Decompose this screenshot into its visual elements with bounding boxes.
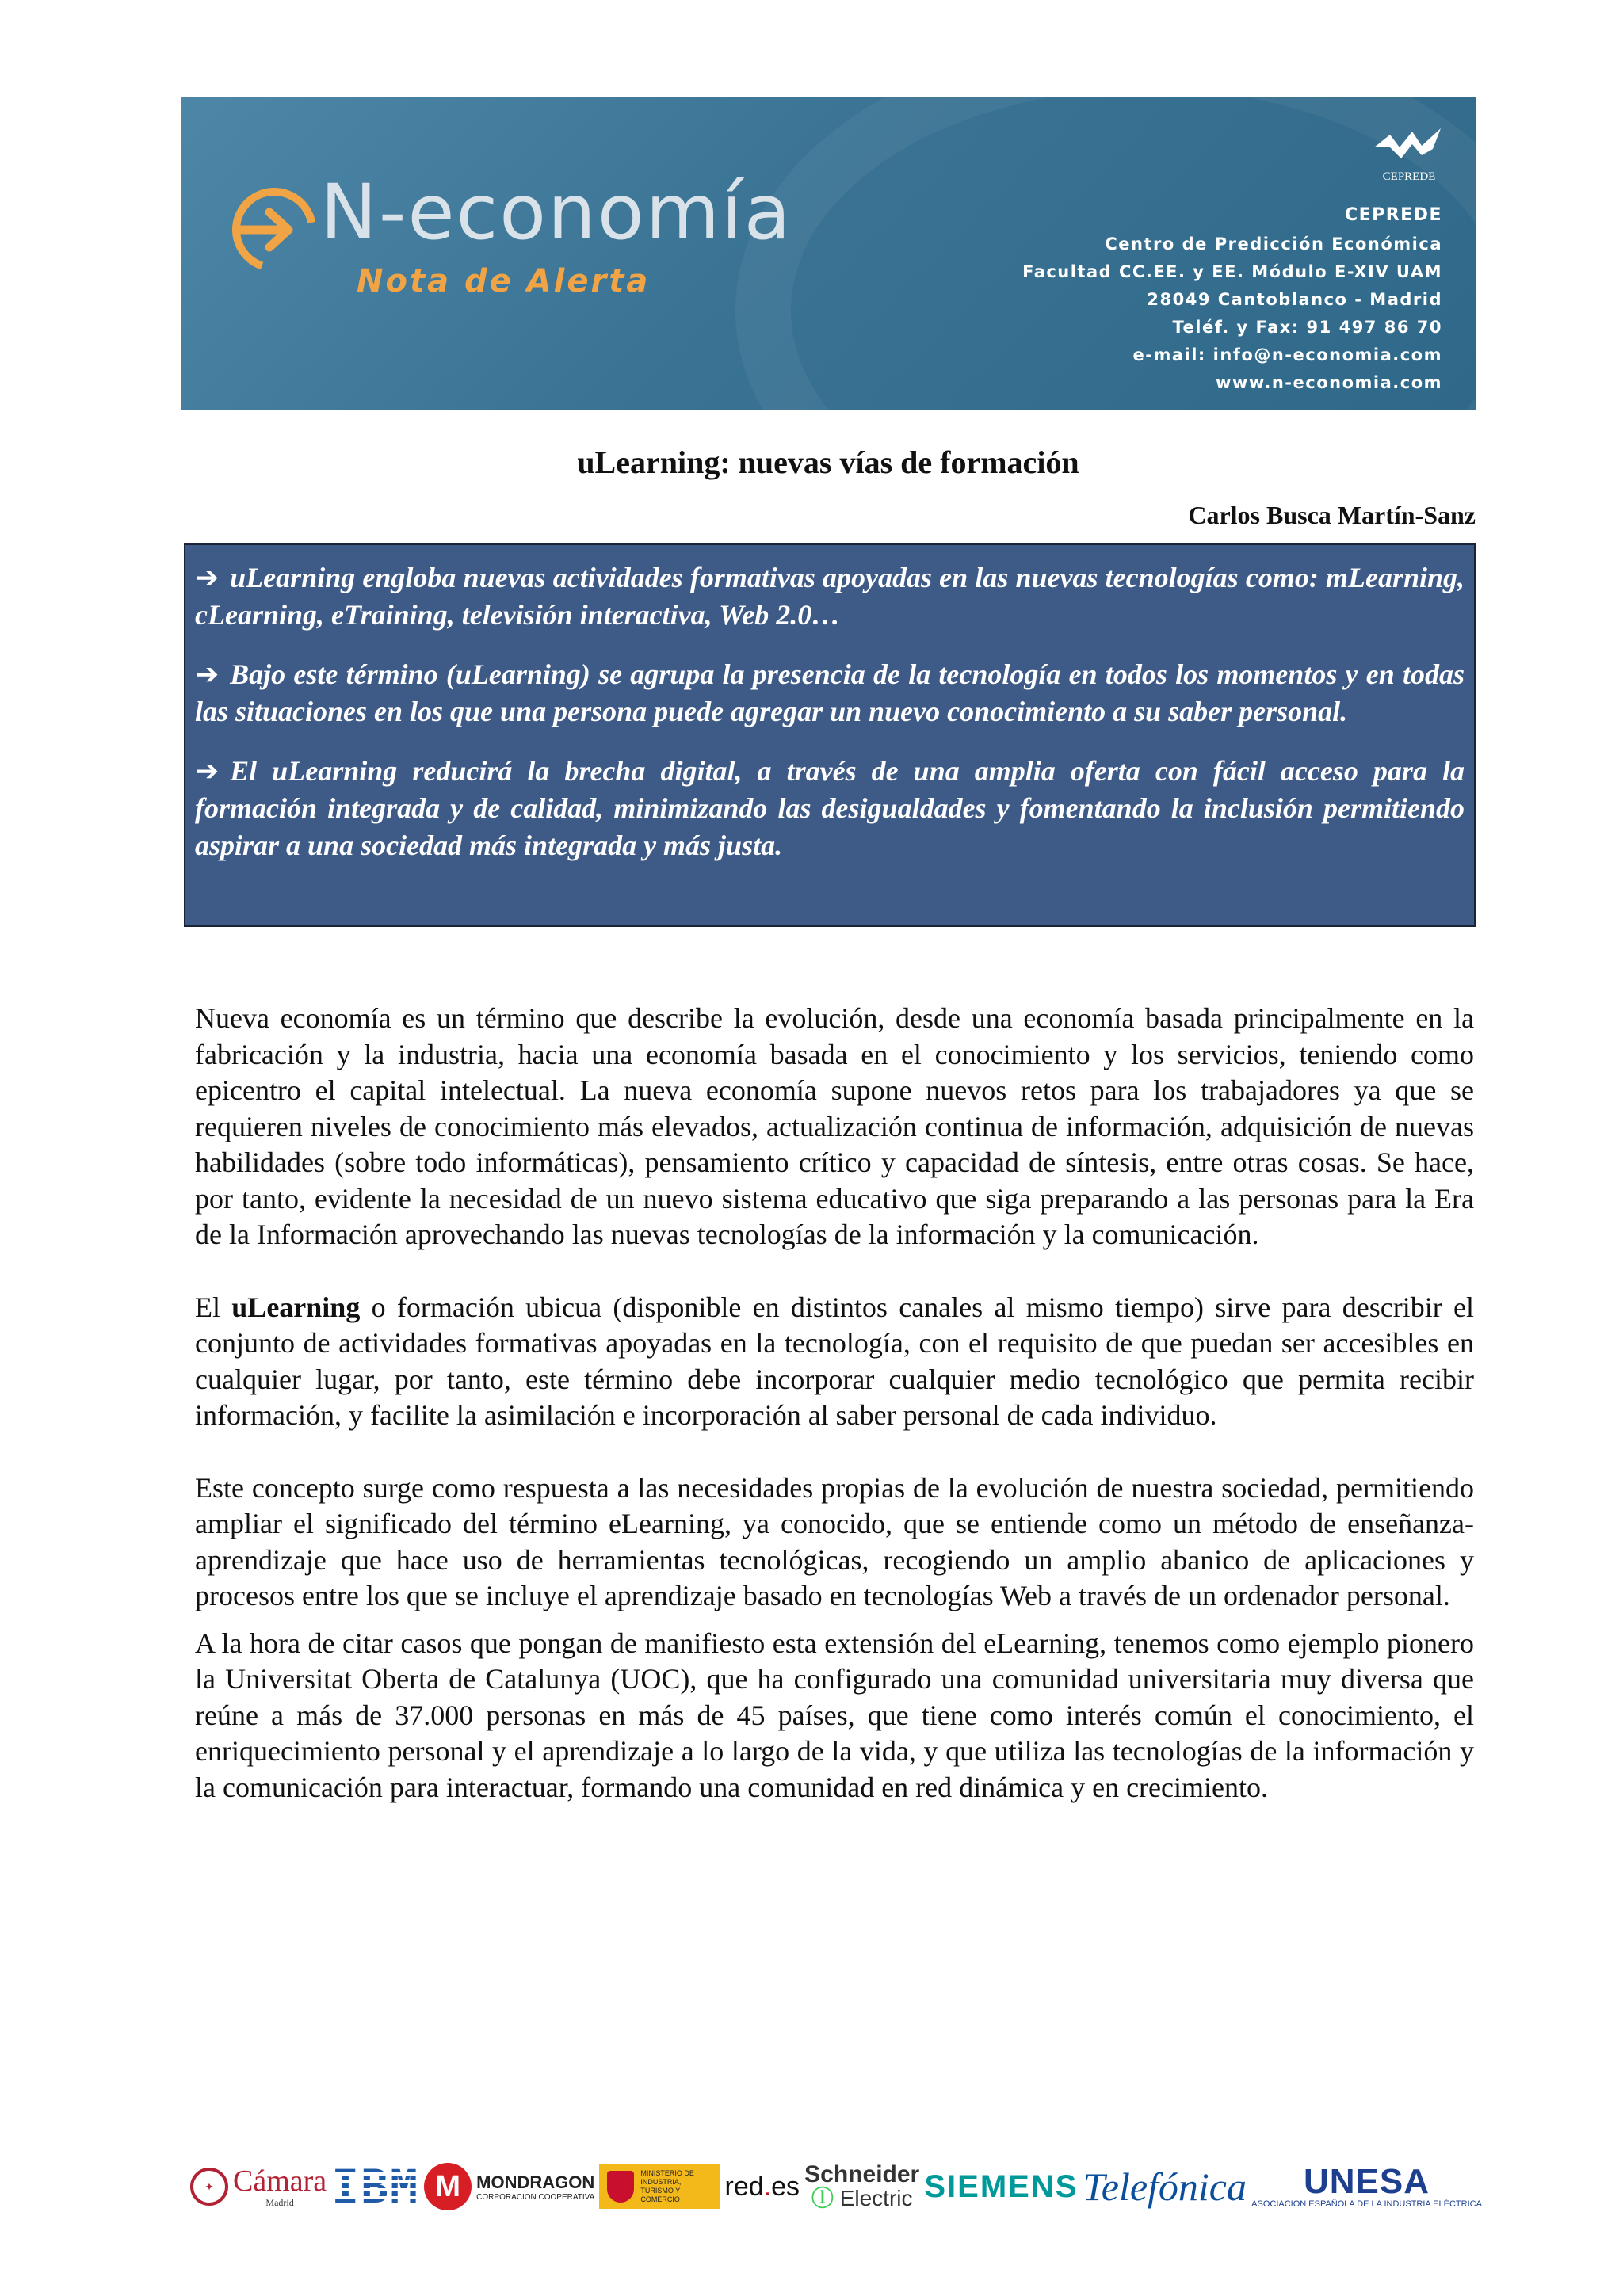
highlight-text: El uLearning reducirá la brecha digital, a través de una amplia oferta con fácil acceso para la formación integrada y de calidad, minimizando las desigualdades y fomentando la inclusión permitiendo aspirar a una sociedad más integrada y más justa. bbox=[195, 755, 1465, 861]
contact-website: www.n-economia.com bbox=[1216, 373, 1442, 392]
redes-b: es bbox=[771, 2171, 800, 2202]
redes-dot: . bbox=[763, 2171, 772, 2202]
unesa-logo bbox=[1251, 2164, 1482, 2209]
contact-org: CEPREDE bbox=[1344, 205, 1442, 225]
seal-label: CEPREDE bbox=[1382, 170, 1436, 183]
body-paragraph bbox=[195, 1290, 1474, 1434]
coat-of-arms-icon bbox=[607, 2171, 634, 2203]
contact-phone: Teléf. y Fax: 91 497 86 70 bbox=[1172, 318, 1442, 337]
logo-subtitle: Nota de Alerta bbox=[357, 263, 651, 299]
camara-city: Madrid bbox=[265, 2196, 294, 2208]
ibm-logo: IBM bbox=[331, 2160, 420, 2214]
arrow-right-icon: ➔ bbox=[195, 658, 220, 691]
ceprede-logo-icon bbox=[1369, 124, 1449, 165]
schneider-sub bbox=[812, 2187, 913, 2210]
red-es-logo bbox=[725, 2172, 800, 2203]
highlight-item bbox=[195, 753, 1465, 864]
contact-line: Centro de Predicción Económica bbox=[1105, 235, 1442, 254]
header-banner bbox=[181, 97, 1476, 410]
camara-wordmark bbox=[233, 2165, 327, 2209]
mondragon-logo bbox=[424, 2163, 594, 2210]
camara-name: Cámara bbox=[233, 2164, 327, 2198]
ministerio-name: MINISTERIO DE INDUSTRIA, TURISMO Y COMERCIO bbox=[640, 2169, 694, 2203]
n-economia-logo-icon bbox=[230, 185, 319, 274]
body-paragraph: Nueva economía es un término que describe la evolución, desde una economía basada principalmente en la fabricación y la industria, hacia una economía basada en el conocimiento y los servicios, teniendo como epicentro el capital intelectual. La nueva economía supone nuevos retos para los trabajadores ya que se requieren niveles de conocimiento más elevados, actualización continua de información, adquisición de nuevas habilidades (sobre todo informáticas), pensamiento crítico y capacidad de síntesis, entre otras cosas. Se hace, por tanto, evidente la necesidad de un nuevo sistema educativo que siga preparando a las personas para la Era de la Información aprovechando las nuevas tecnologías de la información y la comunicación. bbox=[195, 1002, 1474, 1250]
siemens-logo: SIEMENS bbox=[924, 2168, 1079, 2204]
contact-line: 28049 Cantoblanco - Madrid bbox=[1147, 290, 1442, 309]
contact-block bbox=[1022, 201, 1442, 397]
unesa-sub: ASOCIACIÓN ESPAÑOLA DE LA INDUSTRIA ELÉCTRICA bbox=[1251, 2199, 1482, 2209]
camara-madrid-logo bbox=[190, 2165, 327, 2209]
arrow-right-icon: ➔ bbox=[195, 562, 220, 594]
highlight-text: uLearning engloba nuevas actividades formativas apoyadas en las nuevas tecnologías como: mLearning, cLearning, eTraining, televisión interactiva, Web 2.0… bbox=[195, 562, 1465, 631]
document-title: uLearning: nuevas vías de formación bbox=[577, 444, 1079, 480]
term-ulearning: uLearning bbox=[231, 1291, 361, 1323]
mondragon-mark-icon: M bbox=[424, 2163, 472, 2210]
contact-line: Facultad CC.EE. y EE. Módulo E-XIV UAM bbox=[1022, 262, 1442, 281]
camara-seal-icon: ✦ bbox=[190, 2168, 228, 2206]
schneider-electric-word: Electric bbox=[839, 2186, 913, 2210]
schneider-name: Schneider bbox=[804, 2161, 920, 2187]
mondragon-name: MONDRAGON bbox=[476, 2172, 595, 2192]
body-paragraph: Este concepto surge como respuesta a las necesidades propias de la evolución de nuestra sociedad, permitiendo ampliar el significado del término eLearning, ya conocido, que se entiende como un método de enseñanza-aprendizaje que hace uso de herramientas tecnológicas, recogiendo un amplio abanico de aplicaciones y procesos entre los que se incluye el aprendizaje basado en tecnologías Web a través de un ordenador personal. bbox=[195, 1471, 1474, 1611]
ceprede-seal bbox=[1369, 124, 1449, 187]
body-text bbox=[195, 1001, 1474, 1806]
redes-a: red bbox=[724, 2171, 764, 2202]
highlight-item bbox=[195, 559, 1465, 634]
highlight-item bbox=[195, 656, 1465, 730]
document-author: Carlos Busca Martín-Sanz bbox=[1188, 501, 1476, 529]
body-paragraph: A la hora de citar casos que pongan de manifiesto esta extensión del eLearning, tenemos como ejemplo pionero la Universitat Oberta de Catalunya (UOC), que ha configurado una comunidad universitaria muy diversa que reúne a más de 37.000 personas en más de 45 países, que tiene como interés común el conocimiento, el enriquecimiento personal y el aprendizaje a lo largo de la vida, y que utiliza las tecnologías de la información y la comunicación para interactuar, formando una comunidad en red dinámica y en crecimiento. bbox=[195, 1627, 1474, 1803]
body-text-span: o formación ubicua (disponible en distintos canales al mismo tiempo) sirve para describir el conjunto de actividades formativas apoyadas en la tecnología, con el requisito de que puedan ser accesibles en cualquier lugar, por tanto, este término debe incorporar cualquier medio tecnológico que permita recibir información, y facilite la asimilación e incorporación al saber personal de cada individuo. bbox=[195, 1291, 1474, 1431]
arrow-right-icon: ➔ bbox=[195, 755, 220, 788]
ministerio-logo bbox=[599, 2164, 720, 2209]
life-is-on-icon: ⓛ bbox=[811, 2186, 834, 2210]
telefonica-logo: Telefónica bbox=[1083, 2164, 1247, 2209]
mondragon-sub: CORPORACION COOPERATIVA bbox=[476, 2192, 595, 2202]
mondragon-wordmark bbox=[476, 2172, 594, 2202]
highlight-box bbox=[184, 543, 1476, 927]
body-text-span: El bbox=[195, 1291, 232, 1323]
highlight-text: Bajo este término (uLearning) se agrupa la presencia de la tecnología en todos los momentos y en todas las situaciones en los que una persona puede agregar un nuevo conocimiento a su saber personal. bbox=[195, 658, 1465, 727]
contact-email: e-mail: info@n-economia.com bbox=[1132, 345, 1442, 364]
sponsor-logos bbox=[190, 2155, 1482, 2218]
schneider-electric-logo bbox=[804, 2163, 919, 2210]
unesa-name: UNESA bbox=[1304, 2162, 1430, 2201]
logo-text: N-economía bbox=[320, 168, 792, 257]
